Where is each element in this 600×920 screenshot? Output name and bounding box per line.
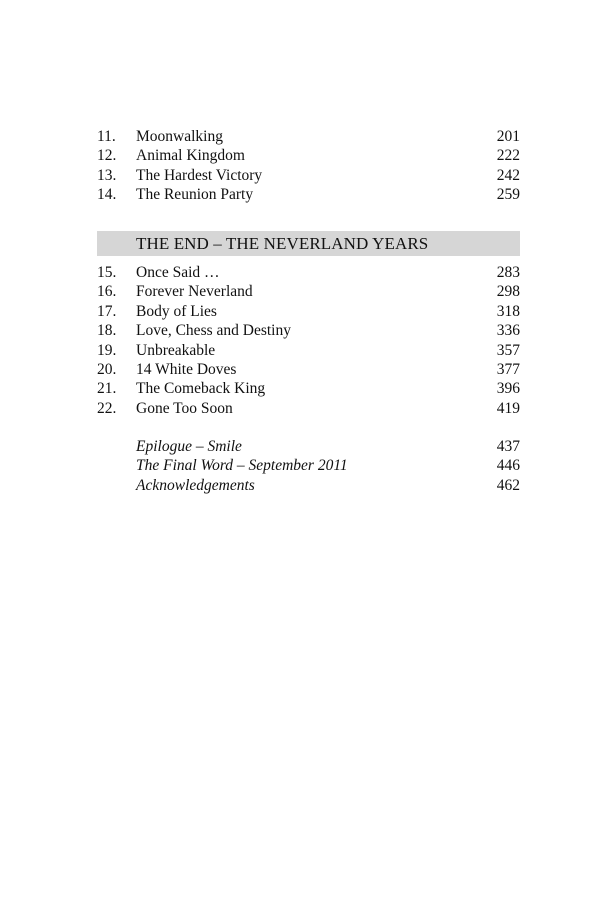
chapter-title: Once Said … — [136, 264, 220, 281]
chapter-title: Moonwalking — [136, 128, 223, 145]
toc-back-matter — [97, 437, 520, 495]
toc-entry — [97, 399, 520, 418]
toc-list-part-one — [97, 127, 520, 205]
toc-entry — [97, 360, 520, 379]
chapter-number: 19. — [97, 341, 117, 359]
toc-entry — [97, 341, 520, 360]
page-number: 259 — [496, 186, 520, 204]
toc-entry — [97, 185, 520, 204]
chapter-number: 17. — [97, 302, 117, 320]
chapter-title: The Hardest Victory — [136, 166, 263, 184]
chapter-number: 12. — [97, 147, 117, 165]
chapter-title: The Reunion Party — [136, 186, 254, 204]
chapter-title: Animal Kingdom — [136, 147, 245, 165]
chapter-number: 21. — [97, 380, 117, 398]
page-number: 446 — [496, 457, 520, 475]
page-number: 242 — [496, 166, 520, 184]
toc-entry — [97, 321, 520, 340]
chapter-title: Gone Too Soon — [136, 399, 233, 417]
page-number: 419 — [496, 399, 520, 417]
back-matter-entry — [97, 456, 520, 475]
page-number: 377 — [496, 360, 520, 378]
chapter-title: Body of Lies — [136, 302, 217, 320]
toc-entry — [97, 282, 520, 301]
back-matter-entry — [97, 476, 520, 495]
chapter-number: 13. — [97, 166, 117, 184]
back-matter-title: Epilogue – Smile — [136, 438, 242, 455]
back-matter-title: The Final Word – September 2011 — [136, 457, 348, 475]
page-number: 201 — [496, 128, 520, 145]
chapter-title: 14 White Doves — [136, 360, 237, 378]
page-number: 298 — [496, 283, 520, 301]
toc-entry — [97, 379, 520, 398]
page-number: 462 — [496, 476, 520, 494]
chapter-title: Love, Chess and Destiny — [136, 322, 291, 340]
page-number: 437 — [496, 438, 520, 455]
toc-entry — [97, 166, 520, 185]
page-number: 357 — [496, 341, 520, 359]
back-matter-title: Acknowledgements — [136, 476, 255, 494]
chapter-title: Forever Neverland — [136, 283, 253, 301]
chapter-number: 14. — [97, 186, 117, 204]
toc-entry — [97, 302, 520, 321]
page-number: 336 — [496, 322, 520, 340]
chapter-number: 11. — [97, 128, 116, 145]
page-number: 222 — [496, 147, 520, 165]
chapter-number: 20. — [97, 360, 117, 378]
toc-list-part-two — [97, 263, 520, 418]
toc-entry — [97, 146, 520, 165]
chapter-number: 16. — [97, 283, 117, 301]
chapter-number: 15. — [97, 264, 117, 281]
chapter-number: 18. — [97, 322, 117, 340]
back-matter-entry — [97, 437, 520, 456]
chapter-title: The Comeback King — [136, 380, 266, 398]
page-number: 318 — [496, 302, 520, 320]
page-number: 396 — [496, 380, 520, 398]
toc-entry — [97, 127, 520, 146]
section-heading: THE END – THE NEVERLAND YEARS — [136, 234, 429, 253]
chapter-number: 22. — [97, 399, 117, 417]
page-number: 283 — [496, 264, 520, 281]
section-heading-band — [97, 231, 520, 256]
toc-entry — [97, 263, 520, 282]
chapter-title: Unbreakable — [136, 341, 216, 359]
